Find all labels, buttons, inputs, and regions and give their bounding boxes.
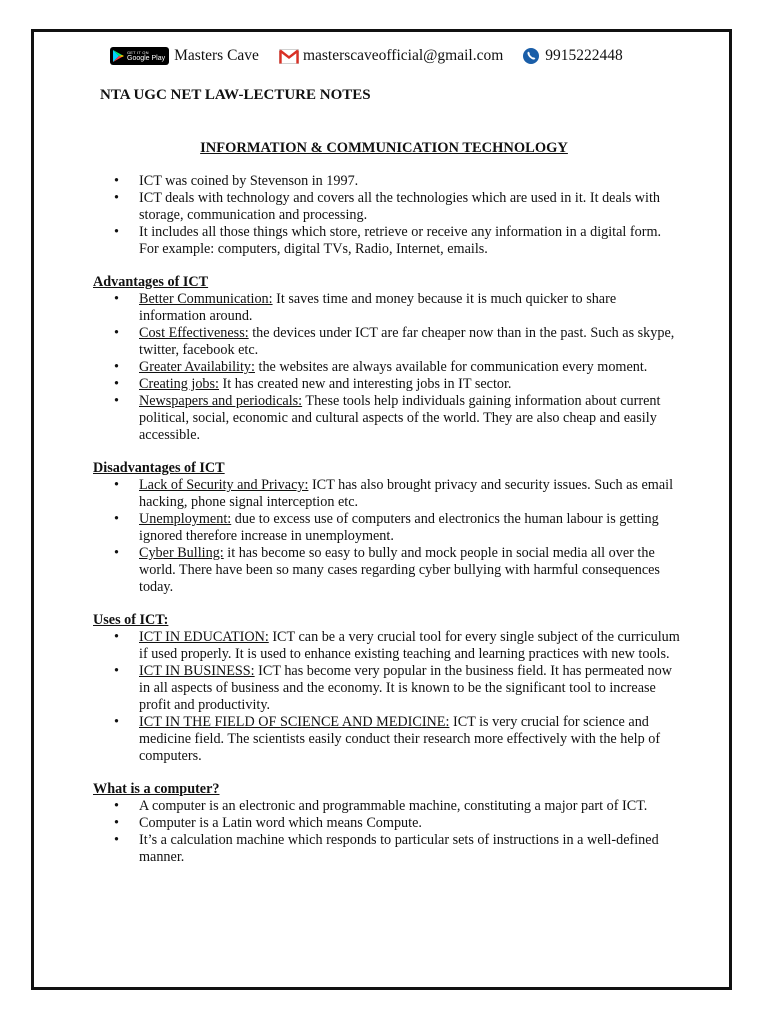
list-item (93, 376, 683, 393)
list-item (93, 798, 683, 815)
item-text: ICT deals with technology and covers all the technologies which are used in it. It deals with storage, communication and processing. (139, 190, 660, 223)
list-item (93, 629, 683, 663)
item-term: ICT IN THE FIELD OF SCIENCE AND MEDICINE: (139, 714, 450, 730)
google-play-badge[interactable] (110, 47, 169, 65)
item-text: It includes all those things which store, retrieve or receive any information in a digital form. For example: computers, digital TVs, Radio, Internet, emails. (139, 224, 662, 257)
item-term: Cyber Bulling: (139, 545, 224, 561)
list-item (93, 511, 683, 545)
item-text: ICT was coined by Stevenson in 1997. (139, 173, 359, 189)
badge-label: Google Play (127, 54, 166, 62)
section-heading-advantages: Advantages of ICT (93, 274, 209, 290)
badge-top-text: GET IT ON (127, 49, 149, 55)
item-term: Cost Effectiveness: (139, 325, 249, 341)
google-play-icon (113, 50, 124, 62)
document-title: INFORMATION & COMMUNICATION TECHNOLOGY (200, 140, 568, 156)
item-text: the websites are always available for communication every moment. (254, 359, 648, 375)
disadvantages-list (93, 477, 683, 596)
item-text: ICT has become very popular in the business field. It has permeated now in all aspects of business and the economy. It is known to be the significant tool to increase profit and productivity. (139, 663, 672, 713)
item-text: ICT has also brought privacy and security issues. Such as email hacking, phone signal interception etc. (139, 477, 674, 510)
item-term: Creating jobs: (139, 376, 219, 392)
list-item (93, 815, 683, 832)
item-term: ICT IN EDUCATION: (139, 629, 269, 645)
section-heading-computer: What is a computer? (93, 781, 220, 797)
item-text: due to excess use of computers and electronics the human labour is getting ignored therefore increase in unemployment. (139, 511, 659, 544)
advantages-list (93, 291, 683, 444)
item-text: A computer is an electronic and programmable machine, constituting a major part of ICT. (139, 798, 648, 814)
intro-list (93, 173, 683, 258)
gmail-icon (279, 49, 299, 64)
phone-icon (523, 48, 539, 64)
item-text: It’s a calculation machine which responds to particular sets of instructions in a well-defined manner. (139, 832, 659, 865)
item-text: ICT is very crucial for science and medicine field. The scientists easily conduct their research more effectively with the help of computers. (139, 714, 661, 764)
page-header (110, 44, 670, 68)
contact-email[interactable]: masterscaveofficial@gmail.com (302, 47, 504, 64)
item-text: It has created new and interesting jobs in IT sector. (219, 376, 512, 392)
list-item (93, 173, 683, 190)
list-item (93, 291, 683, 325)
list-item (93, 325, 683, 359)
document-subject: NTA UGC NET LAW-LECTURE NOTES (100, 87, 371, 103)
item-text: it has become so easy to bully and mock people in social media all over the world. There have been so many cases regarding cyber bullying with harmful consequences today. (139, 545, 660, 595)
item-text: It saves time and money because it is much quicker to share information around. (139, 291, 617, 324)
list-item (93, 393, 683, 444)
item-term: ICT IN BUSINESS: (139, 663, 255, 679)
item-text: the devices under ICT are far cheaper now than in the past. Such as skype, twitter, facebook etc. (139, 325, 675, 358)
item-text: ICT can be a very crucial tool for every single subject of the curriculum if used properly. It is used to enhance existing teaching and learning practices with new tools. (139, 629, 680, 662)
section-heading-uses: Uses of ICT: (93, 612, 169, 628)
list-item (93, 224, 683, 258)
contact-phone[interactable]: 9915222448 (545, 47, 623, 64)
computer-list (93, 798, 683, 866)
brand-name: Masters Cave (174, 47, 259, 64)
list-item (93, 663, 683, 714)
item-term: Newspapers and periodicals: (139, 393, 303, 409)
item-term: Lack of Security and Privacy: (139, 477, 309, 493)
list-item (93, 545, 683, 596)
item-term: Greater Availability: (139, 359, 255, 375)
list-item (93, 714, 683, 765)
section-heading-disadvantages: Disadvantages of ICT (93, 460, 225, 476)
list-item (93, 190, 683, 224)
item-term: Better Communication: (139, 291, 273, 307)
item-text: Computer is a Latin word which means Compute. (139, 815, 422, 831)
uses-list (93, 629, 683, 765)
list-item (93, 832, 683, 866)
list-item (93, 359, 683, 376)
item-term: Unemployment: (139, 511, 232, 527)
document-body (93, 173, 683, 866)
list-item (93, 477, 683, 511)
item-text: These tools help individuals gaining information about current political, social, economic and cultural aspects of the world. They are also cheap and easily accessible. (139, 393, 661, 443)
